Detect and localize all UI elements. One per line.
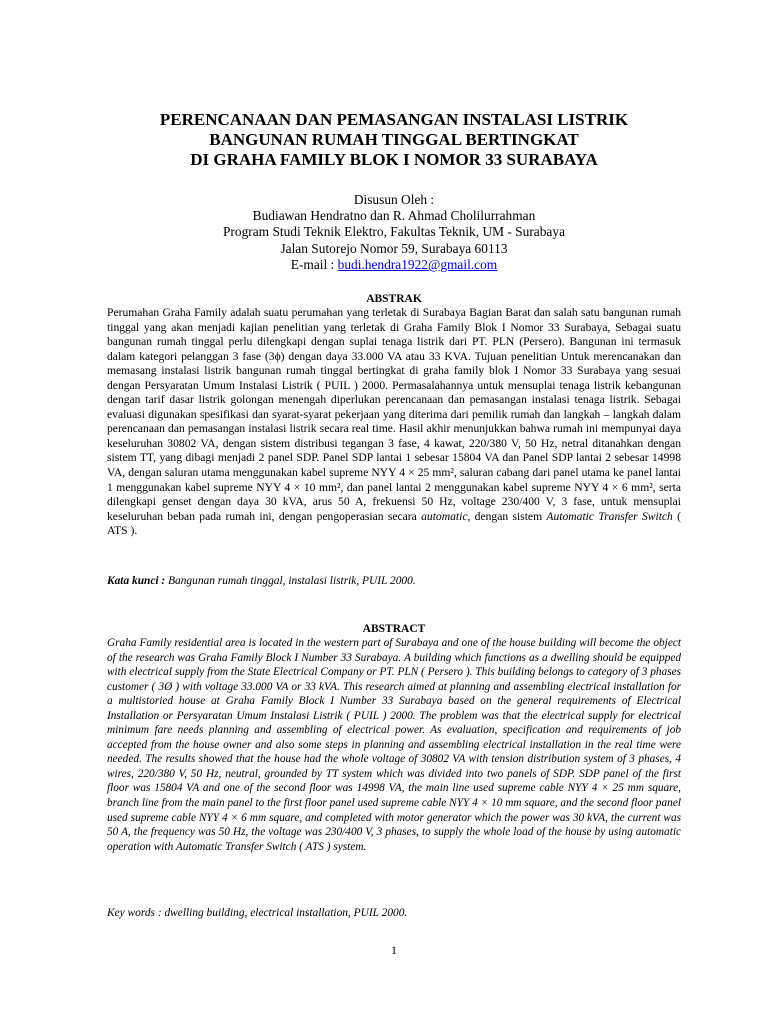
kata-kunci-text: Bangunan rumah tinggal, instalasi listrik, PUIL 2000. [165,575,416,587]
author-affiliation: Program Studi Teknik Elektro, Fakultas Teknik, UM - Surabaya [222,224,566,240]
title-line-2: BANGUNAN RUMAH TINGGAL BERTINGKAT [209,130,579,149]
abstrak-text-ats: Automatic Transfer Switch [546,509,673,523]
abstract-text: Graha Family residential area is located in the western part of Surabaya and one of the house building will become the object of the research was Graha Family Block I Number 33 Surabaya. A building which functions as a dwelling should be equipped with electrical supply from the State Electrical Company or PT. PLN ( Persero ). This building belongs to category of 3 phases customer ( 3Ø ) with voltage 33.000 VA or 33 kVA. This research aimed at planning and assembling electrical installation for a multistoried house at Graha Family Block I Number 33 Surabaya based on the general requirements of Electrical Installation or Persyaratan Umum Instalasi Listrik ( PUIL ) 2000. The problem was that the electrical supply for electrical minimum fare needs planning and assembling of electrical power. As evaluation, specification and requirements of job accepted from the house owner and also some steps in planning and assembling electrical installation in the real time were needed. The results showed that the house had the whole voltage of 30802 VA with tension distribution system of 3 phases, 4 wires, 220/380 V, 50 Hz, neutral, grounded by TT system which was divided into two panels of SDP. SDP panel of the first floor was 15804 VA and one of the second floor was 14998 VA, the main line used supreme cable NYY 4 × 25 mm square, branch line from the main panel to the first floor panel used supreme cable NYY 4 × 10 mm square, and the second floor panel used supreme cable NYY 4 × 6 mm square, and completed with motor generator which the power was 30 kVA, the current was 50 A, the frequency was 50 Hz, the voltage was 230/400 V, 3 phases, to supply the whole load of the house by using automatic operation with Automatic Transfer Switch ( ATS ) system. [107,637,681,853]
composed-by: Disusun Oleh : [353,192,435,207]
kata-kunci [107,574,681,588]
author-address: Jalan Sutorejo Nomor 59, Surabaya 60113 [280,240,508,256]
author-block [104,192,684,273]
title-line-1: PERENCANAAN DAN PEMASANGAN INSTALASI LISTRIK [159,110,629,129]
abstrak-text-automatic: automatic [421,509,468,523]
abstract-heading: ABSTRACT [362,623,426,635]
abstrak-text [107,306,681,539]
email-link[interactable]: budi.hendra1922@gmail.com [337,256,498,272]
paper-title [104,110,684,170]
email-label: E-mail : [290,256,338,272]
abstrak-text-end: ( ATS ). [107,509,682,538]
page-number: 1 [391,943,397,957]
author-email [104,257,684,273]
abstrak-text-main: Perumahan Graha Family adalah suatu perumahan yang terletak di Surabaya Bagian Barat dan salah satu bangunan rumah tinggal yang akan menjadi kajian penelitian yang terletak di Graha Family Blok I Nomor 33 Surabaya, Sebagai suatu bangunan rumah tinggal perlu dilengkapi dengan suplai tenaga listrik dari PT. PLN (Persero). Bangunan ini termasuk dalam kategori pelanggan 3 fase (3ϕ) dengan daya 33.000 VA atau 33 KVA. Tujuan penelitian Untuk merencanakan dan memasang instalasi listrik bangunan rumah tinggal bertingkat di graha family blok I Nomor 33 Surabaya yang sesuai dengan Persyaratan Umum Instalasi Listrik ( PUIL ) 2000. Permasalahannya untuk mensuplai tenaga listrik kebangunan dengan tarif dasar listrik golongan menengah diperlukan perencanaan dan pemasangan instalasi tenaga listrik. Sebagai evaluasi digunakan spesifikasi dan syarat-syarat pekerjaan yang diterima dari pemilik rumah dan langkah – langkah dalam perencanaan dan pemasangan instalasi listrik secara real time. Hasil akhir menunjukkan bahwa rumah ini mempunyai daya keseluruhan 30802 VA, dengan sistem distribusi tegangan 3 fase, 4 kawat, 220/380 V, 50 Hz, netral ditanahkan dengan sistem TT, yang dibagi menjadi 2 panel SDP. Panel SDP lantai 1 sebesar 15804 VA dan Panel SDP lantai 2 sebesar 14998 VA, dengan saluran utama menggunakan kabel supreme NYY 4 × 25 mm², saluran cabang dari panel utama ke panel lantai 1 menggunakan kabel supreme NYY 4 × 10 mm², dan panel lantai 2 menggunakan kabel supreme NYY 4 × 6 mm², serta dilengkapi genset dengan daya 30 kVA, arus 50 A, frekuensi 50 Hz, voltage 230/400 V, 3 fase, untuk mensuplai keseluruhan beban pada rumah ini, dengan pengoperasian secara [107,306,681,523]
author-names: Budiawan Hendratno dan R. Ahmad Cholilurrahman [252,208,536,224]
kata-kunci-label: Kata kunci : [107,575,166,587]
key-words: Key words : dwelling building, electrical installation, PUIL 2000. [107,907,408,919]
abstrak-heading: ABSTRAK [366,293,422,305]
abstrak-text-mid: , dengan sistem [467,509,547,523]
title-line-3: DI GRAHA FAMILY BLOK I NOMOR 33 SURABAYA [190,150,598,169]
